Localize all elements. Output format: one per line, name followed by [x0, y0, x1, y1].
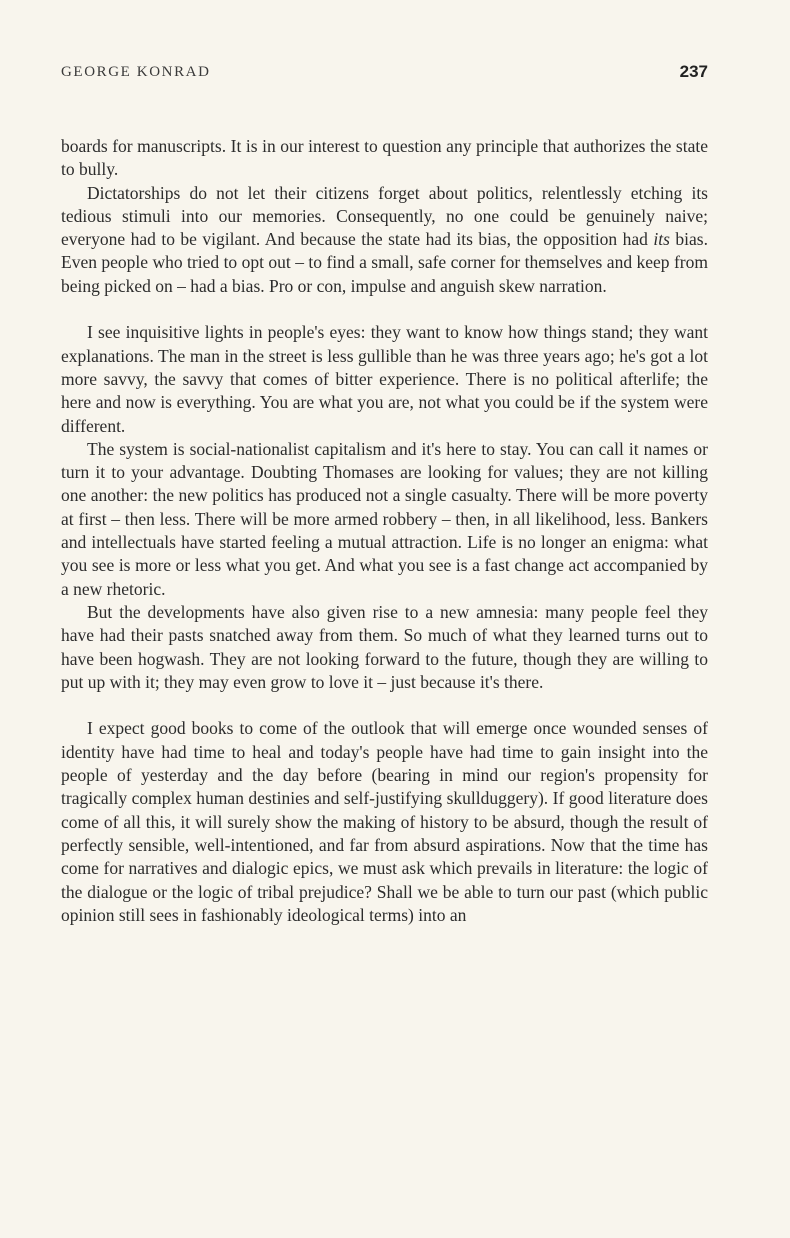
paragraph: I expect good books to come of the outlook that will emerge once wounded senses of identity have had time to heal and today's people have had time to gain insight into the people of yesterday and the day before (bearing in mind our region's propensity for tragically complex human destinies and self-justifying skullduggery). If good literature does come of all this, it will surely show the making of history to be absurd, though the result of perfectly sensible, well-intentioned, and far from absurd aspirations. Now that the time has come for narratives and dialogic epics, we must ask which prevails in literature: the logic of the dialogue or the logic of tribal prejudice? Shall we be able to turn our past (which public opinion still sees in fashionably ideological terms) into an: [61, 718, 708, 925]
paragraph: The system is social-nationalist capitalism and it's here to stay. You can call it names or turn it to your advantage. Doubting Thomases are looking for values; they are not killing one another: the new politics has produced not a single casualty. There will be more poverty at first – then less. There will be more armed robbery – then, in all likelihood, less. Bankers and intellectuals have started feeling a mutual attraction. Life is no longer an enigma: what you see is more or less what you get. And what you see is a fast change act accompanied by a new rhetoric.: [61, 438, 708, 599]
page-number: 237: [679, 62, 708, 81]
paragraph-text: bias. Even people who tried to opt out – to find a small, safe corner for themselves and keep from being picked on – had a bias. Pro or con, impulse and anguish skew narration.: [61, 229, 708, 296]
paragraph-text: Dictatorships do not let their citizens forget about politics, relentlessly etching its tedious stimuli into our memories. Consequently, no one could be genuinely naive; everyone had to be vigilant. And because the state had its bias, the opposition had: [61, 182, 708, 250]
header-author: GEORGE KONRAD: [61, 64, 211, 80]
body-text: [61, 135, 708, 927]
paragraph: boards for manuscripts. It is in our interest to question any principle that authorizes the state to bully.: [61, 136, 708, 180]
paragraph: I see inquisitive lights in people's eyes: they want to know how things stand; they want explanations. The man in the street is less gullible than he was three years ago; he's got a lot more savvy, the savvy that comes of bitter experience. There is no political afterlife; the here and now is everything. You are what you are, not what you could be if the system were different.: [61, 322, 708, 436]
italic-text: its: [653, 229, 670, 250]
paragraph: [61, 182, 708, 298]
paragraph: But the developments have also given rise to a new amnesia: many people feel they have had their pasts snatched away from them. So much of what they learned turns out to have been hogwash. They are not looking forward to the future, though they are willing to put up with it; they may even grow to love it – just because it's there.: [61, 601, 708, 692]
running-head: [61, 62, 708, 86]
